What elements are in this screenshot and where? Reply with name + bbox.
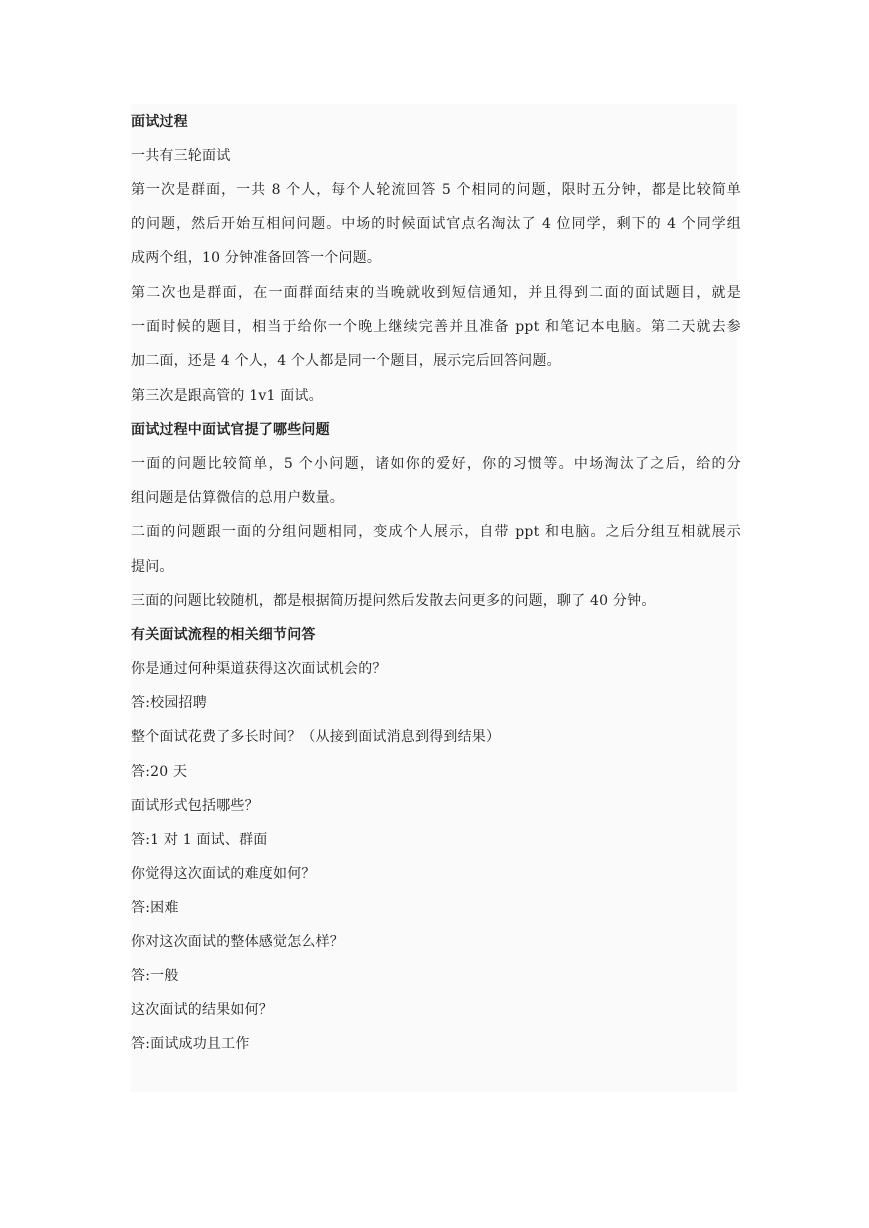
paragraph-line: 一共有三轮面试 [131, 148, 231, 164]
qa-answer: 答:面试成功且工作 [131, 1036, 250, 1052]
qa-question: 你觉得这次面试的难度如何？ [131, 866, 316, 882]
paragraph-line: 第一次是群面，一共 8 个人，每个人轮流回答 5 个相同的问题，限时五分钟，都是比较简单 [131, 182, 741, 198]
paragraph-line: 加二面，还是 4 个人，4 个人都是同一个题目，展示完后回答问题。 [131, 353, 561, 369]
qa-question: 你是通过何种渠道获得这次面试机会的？ [131, 661, 387, 677]
section-heading-interview-process: 面试过程 [131, 114, 188, 130]
paragraph-line: 的问题，然后开始互相问问题。中场的时候面试官点名淘汰了 4 位同学，剩下的 4 个同学组 [131, 216, 741, 232]
qa-answer: 答:1 对 1 面试、群面 [131, 832, 268, 848]
paragraph-line: 一面的问题比较简单，5 个小问题，诸如你的爱好，你的习惯等。中场淘汰了之后，给的分 [131, 456, 741, 472]
qa-answer: 答:困难 [131, 900, 179, 916]
paragraph-line: 二面的问题跟一面的分组问题相同，变成个人展示，自带 ppt 和电脑。之后分组互相就展示 [131, 524, 741, 540]
qa-question: 面试形式包括哪些？ [131, 798, 259, 814]
section-heading-process-qa: 有关面试流程的相关细节问答 [131, 627, 316, 643]
qa-answer: 答:校园招聘 [131, 695, 207, 711]
paragraph-line: 提问。 [131, 559, 174, 575]
qa-question: 整个面试花费了多长时间？（从接到面试消息到得到结果） [131, 729, 501, 745]
paragraph-line: 第二次也是群面，在一面群面结束的当晚就收到短信通知，并且得到二面的面试题目，就是 [131, 285, 741, 301]
section-heading-interview-questions: 面试过程中面试官提了哪些问题 [131, 422, 330, 438]
qa-question: 你对这次面试的整体感觉怎么样？ [131, 934, 344, 950]
paragraph-line: 组问题是估算微信的总用户数量。 [131, 490, 344, 506]
qa-answer: 答:20 天 [131, 764, 188, 780]
paragraph-line: 第三次是跟高管的 1v1 面试。 [131, 388, 323, 404]
paragraph-line: 成两个组，10 分钟准备回答一个问题。 [131, 250, 382, 266]
qa-answer: 答:一般 [131, 968, 179, 984]
paragraph-line: 一面时候的题目，相当于给你一个晚上继续完善并且准备 ppt 和笔记本电脑。第二天就去参 [131, 319, 741, 335]
paragraph-line: 三面的问题比较随机，都是根据简历提问然后发散去问更多的问题，聊了 40 分钟。 [131, 593, 656, 609]
qa-question: 这次面试的结果如何？ [131, 1002, 273, 1018]
